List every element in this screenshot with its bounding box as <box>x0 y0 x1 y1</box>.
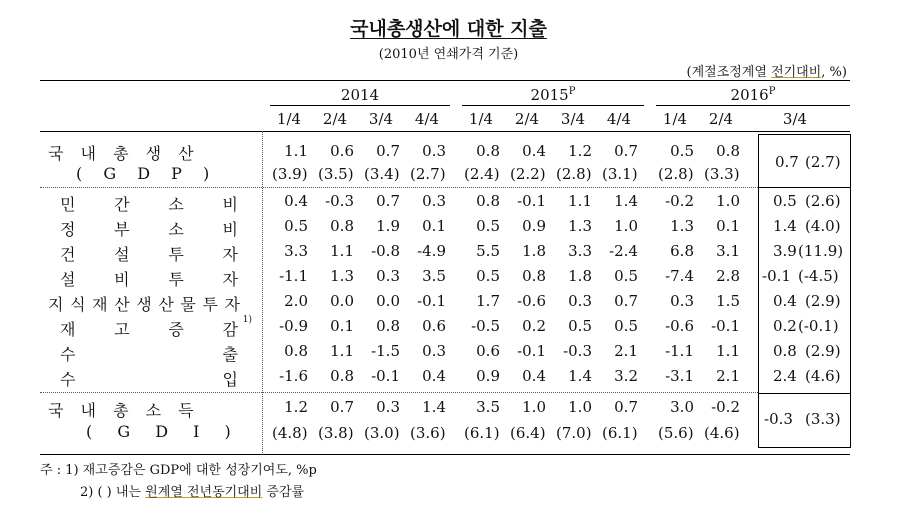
table-cell: -0.1 <box>517 342 546 360</box>
gdi-latest-yoy: (3.3) <box>805 410 841 428</box>
table-cell: 0.0 <box>330 292 354 310</box>
table-cell: 2.0 <box>284 292 308 310</box>
table-cell: -0.2 <box>711 398 740 416</box>
table-cell: 0.9 <box>476 367 500 385</box>
table-cell: 1.0 <box>522 398 546 416</box>
latest-value: 0.8 <box>773 342 797 360</box>
table-cell-yoy: (6.1) <box>464 424 500 442</box>
year-header-2015: $2015^P$ <box>530 86 576 104</box>
table-cell: -1.1 <box>665 342 694 360</box>
table-cell: -0.1 <box>371 367 400 385</box>
table-cell: -2.4 <box>609 242 638 260</box>
table-cell: 3.5 <box>422 267 446 285</box>
latest-yoy: (2.9) <box>805 292 841 310</box>
table-cell: 1.8 <box>522 242 546 260</box>
table-cell: 0.8 <box>522 267 546 285</box>
table-cell: 0.8 <box>476 142 500 160</box>
header-rule <box>40 131 850 132</box>
table-cell: 0.0 <box>376 292 400 310</box>
table-cell-yoy: (6.4) <box>510 424 546 442</box>
table-cell: 0.1 <box>330 317 354 335</box>
row-label: 재 고 증 감 $^{1)}$ <box>60 315 252 339</box>
table-cell: 1.0 <box>568 398 592 416</box>
gdi-latest-value: -0.3 <box>764 410 793 428</box>
table-cell: 0.6 <box>476 342 500 360</box>
table-cell: 1.4 <box>422 398 446 416</box>
table-cell: 0.7 <box>376 192 400 210</box>
table-cell: 1.8 <box>568 267 592 285</box>
row-label: 설 비 투 자 <box>60 270 238 289</box>
gdp-latest-yoy: (2.7) <box>805 153 841 171</box>
table-cell: 0.8 <box>376 317 400 335</box>
latest-yoy: (-4.5) <box>798 267 839 285</box>
table-cell: 0.4 <box>284 192 308 210</box>
quarter-header: 1/4 <box>662 110 688 128</box>
year-header-2016: $2016^P$ <box>730 86 776 104</box>
quarter-header: 4/4 <box>414 110 440 128</box>
table-cell: -0.3 <box>563 342 592 360</box>
table-cell: -0.6 <box>665 317 694 335</box>
table-cell: -7.4 <box>665 267 694 285</box>
table-cell: 0.1 <box>716 217 740 235</box>
table-cell: -0.6 <box>517 292 546 310</box>
table-cell: 0.3 <box>422 342 446 360</box>
page-subtitle: (2010년 연쇄가격 기준) <box>378 47 519 62</box>
table-cell-yoy: (3.6) <box>410 424 446 442</box>
latest-value: 3.9 <box>773 242 797 260</box>
latest-yoy: (2.9) <box>805 342 841 360</box>
table-cell: -0.1 <box>517 192 546 210</box>
gdi-latest-box <box>758 393 851 448</box>
latest-yoy: (11.9) <box>798 242 844 260</box>
table-cell: 0.5 <box>284 217 308 235</box>
table-cell: -0.1 <box>417 292 446 310</box>
table-cell-yoy: (3.3) <box>704 165 740 183</box>
gdi-label-abbr: ( G D I ) <box>86 422 241 441</box>
table-cell: 3.3 <box>568 242 592 260</box>
table-cell-yoy: (4.8) <box>272 424 308 442</box>
table-cell-yoy: (3.1) <box>602 165 638 183</box>
table-cell: 0.1 <box>422 217 446 235</box>
table-cell-yoy: (2.4) <box>464 165 500 183</box>
table-cell: 0.2 <box>522 317 546 335</box>
table-cell: 0.7 <box>614 292 638 310</box>
quarter-header: 1/4 <box>468 110 494 128</box>
table-cell: 1.3 <box>568 217 592 235</box>
table-cell: 0.3 <box>670 292 694 310</box>
table-cell: 0.4 <box>522 142 546 160</box>
table-cell: 1.5 <box>716 292 740 310</box>
table-cell: 0.6 <box>330 142 354 160</box>
table-cell: 3.5 <box>476 398 500 416</box>
year-header-2014: 2014 <box>340 86 380 104</box>
table-cell-yoy: (3.9) <box>272 165 308 183</box>
latest-yoy: (4.6) <box>805 367 841 385</box>
quarter-header: 1/4 <box>276 110 302 128</box>
row-label: 수 입 <box>60 370 238 389</box>
table-cell-yoy: (3.0) <box>364 424 400 442</box>
table-cell-yoy: (2.8) <box>658 165 694 183</box>
table-cell: 0.5 <box>670 142 694 160</box>
table-cell-yoy: (2.7) <box>410 165 446 183</box>
table-cell-yoy: (6.1) <box>602 424 638 442</box>
table-cell: 0.7 <box>330 398 354 416</box>
gdi-label: 국 내 총 소 득 <box>48 401 200 420</box>
table-cell-yoy: (3.8) <box>318 424 354 442</box>
table-cell: 1.1 <box>330 242 354 260</box>
table-cell: 0.5 <box>476 217 500 235</box>
table-cell: 1.2 <box>568 142 592 160</box>
table-cell: 0.8 <box>330 367 354 385</box>
table-cell: 0.7 <box>614 398 638 416</box>
table-cell: -0.9 <box>279 317 308 335</box>
quarter-header: 3/4 <box>560 110 586 128</box>
table-cell: 0.7 <box>376 142 400 160</box>
table-cell: 0.3 <box>422 192 446 210</box>
table-cell-yoy: (4.6) <box>704 424 740 442</box>
gdp-separator <box>40 187 758 188</box>
table-cell: 0.4 <box>522 367 546 385</box>
latest-yoy: (4.0) <box>805 217 841 235</box>
gdp-latest-box <box>758 134 851 188</box>
table-cell: 0.3 <box>568 292 592 310</box>
table-cell: 1.0 <box>614 217 638 235</box>
table-cell-yoy: (2.2) <box>510 165 546 183</box>
year-2016-underline <box>656 105 850 106</box>
unit-note: (계절조정계열 전기대비, %) <box>686 65 847 80</box>
latest-value: 2.4 <box>773 367 797 385</box>
table-cell: 3.1 <box>716 242 740 260</box>
table-cell-yoy: (7.0) <box>556 424 592 442</box>
components-latest-box <box>758 186 851 393</box>
quarter-header: 2/4 <box>322 110 348 128</box>
table-cell: 1.3 <box>670 217 694 235</box>
latest-value: 0.4 <box>773 292 797 310</box>
latest-value: 1.4 <box>773 217 797 235</box>
row-label: 민 간 소 비 <box>60 195 238 214</box>
table-cell: 6.8 <box>670 242 694 260</box>
table-cell: -0.3 <box>325 192 354 210</box>
year-2015-underline <box>462 105 644 106</box>
table-cell: 1.7 <box>476 292 500 310</box>
label-column-divider <box>262 131 263 453</box>
table-cell: -1.6 <box>279 367 308 385</box>
table-cell: 1.4 <box>614 192 638 210</box>
quarter-header: 2/4 <box>708 110 734 128</box>
gdi-separator <box>40 392 758 393</box>
table-cell: 0.8 <box>476 192 500 210</box>
latest-value: -0.1 <box>762 267 791 285</box>
year-2014-underline <box>270 105 450 106</box>
table-cell: -4.9 <box>417 242 446 260</box>
table-cell: 0.5 <box>614 267 638 285</box>
quarter-header: 3/4 <box>368 110 394 128</box>
table-cell: 1.2 <box>284 398 308 416</box>
row-label: 정 부 소 비 <box>60 220 238 239</box>
table-cell: 0.8 <box>330 217 354 235</box>
gdp-latest-value: 0.7 <box>775 153 799 171</box>
table-cell: 0.4 <box>422 367 446 385</box>
table-cell: 0.3 <box>376 398 400 416</box>
table-cell: 0.3 <box>422 142 446 160</box>
table-cell: -3.1 <box>665 367 694 385</box>
table-bottom-rule <box>40 454 850 455</box>
table-cell: 2.1 <box>614 342 638 360</box>
table-cell: -1.1 <box>279 267 308 285</box>
page-title: 국내총생산에 대한 지출 <box>350 18 547 40</box>
table-cell: 0.9 <box>522 217 546 235</box>
table-cell: 0.8 <box>716 142 740 160</box>
table-cell: -0.8 <box>371 242 400 260</box>
table-cell-yoy: (3.4) <box>364 165 400 183</box>
table-cell-yoy: (5.6) <box>658 424 694 442</box>
table-cell: 1.9 <box>376 217 400 235</box>
table-cell: 0.6 <box>422 317 446 335</box>
table-cell: 0.5 <box>614 317 638 335</box>
row-label: 수 출 <box>60 345 238 364</box>
table-cell: 0.5 <box>568 317 592 335</box>
table-top-rule <box>40 80 850 81</box>
table-cell: 1.0 <box>716 192 740 210</box>
table-cell: -0.5 <box>471 317 500 335</box>
table-cell: 1.3 <box>330 267 354 285</box>
table-cell: 1.1 <box>330 342 354 360</box>
table-cell: 2.1 <box>716 367 740 385</box>
table-cell: 1.1 <box>284 142 308 160</box>
quarter-header: 2/4 <box>514 110 540 128</box>
latest-yoy: (2.6) <box>805 192 841 210</box>
quarter-header: 4/4 <box>606 110 632 128</box>
table-cell: 3.0 <box>670 398 694 416</box>
table-cell: 0.8 <box>284 342 308 360</box>
footnote-1: 주 : 1) 재고증감은 GDP에 대한 성장기여도, %p <box>40 463 317 478</box>
table-cell: 3.3 <box>284 242 308 260</box>
table-cell: -0.2 <box>665 192 694 210</box>
table-cell: 1.1 <box>716 342 740 360</box>
table-cell: -1.5 <box>371 342 400 360</box>
latest-value: 0.2 <box>773 317 797 335</box>
table-cell: 1.4 <box>568 367 592 385</box>
table-cell: 1.1 <box>568 192 592 210</box>
footnote-2: 2) ( ) 내는 원계열 전년동기대비 증감률 <box>80 485 305 500</box>
table-cell: 0.7 <box>614 142 638 160</box>
latest-yoy: (-0.1) <box>798 317 839 335</box>
table-cell-yoy: (2.8) <box>556 165 592 183</box>
table-cell: 2.8 <box>716 267 740 285</box>
quarter-header: 3/4 <box>782 110 808 128</box>
table-cell: -0.1 <box>711 317 740 335</box>
table-cell: 5.5 <box>476 242 500 260</box>
table-cell: 0.3 <box>376 267 400 285</box>
table-cell: 0.5 <box>476 267 500 285</box>
row-label: 지 식 재 산 생 산 물 투 자 <box>48 295 240 314</box>
row-label: 건 설 투 자 <box>60 245 238 264</box>
table-cell: 3.2 <box>614 367 638 385</box>
gdp-label: 국 내 총 생 산 <box>48 144 200 163</box>
latest-value: 0.5 <box>773 192 797 210</box>
gdp-label-abbr: ( G D P ) <box>76 164 218 183</box>
table-cell-yoy: (3.5) <box>318 165 354 183</box>
